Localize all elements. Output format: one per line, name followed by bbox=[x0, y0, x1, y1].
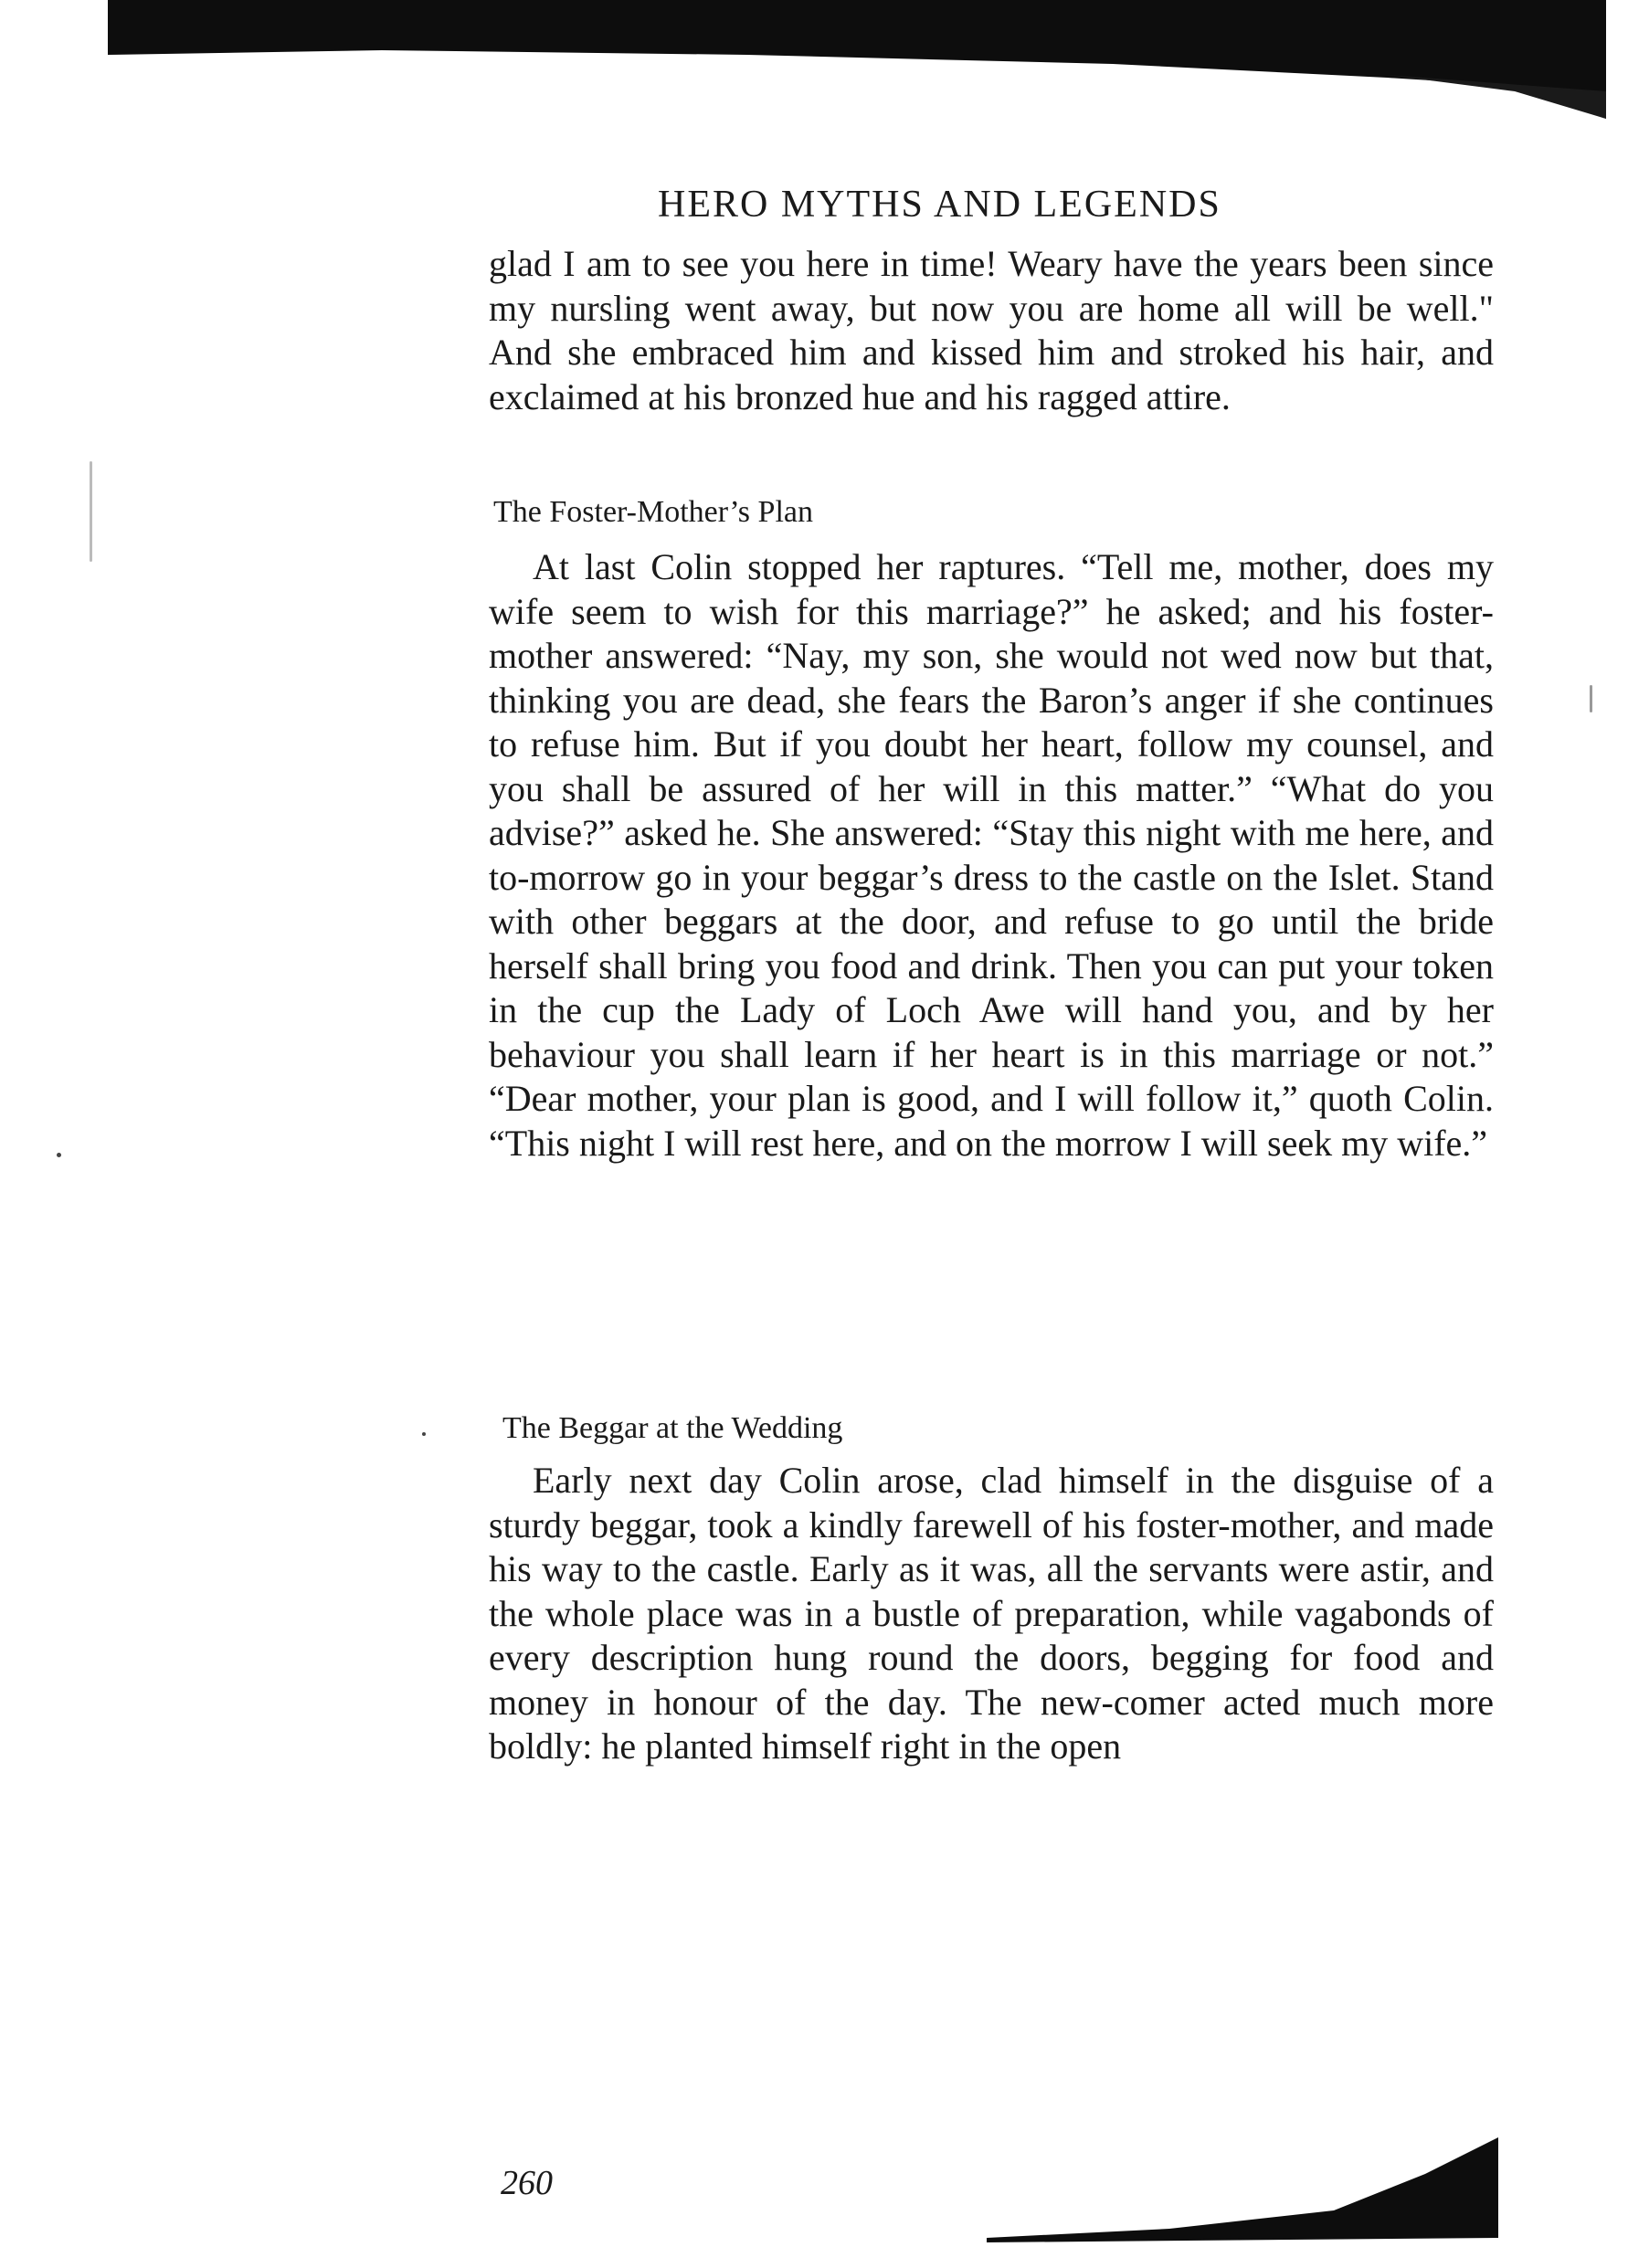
text-block-1 bbox=[489, 242, 1494, 419]
scan-speck bbox=[1590, 685, 1592, 712]
section-heading-beggar-at-the-wedding: The Beggar at the Wedding bbox=[502, 1411, 843, 1445]
scan-shadow-bottom bbox=[987, 2137, 1498, 2268]
scan-speck bbox=[90, 461, 92, 562]
scan-speck bbox=[422, 1432, 426, 1436]
section-heading-foster-mothers-plan: The Foster-Mother’s Plan bbox=[493, 495, 813, 529]
paragraph-1: glad I am to see you here in time! Weary have the years been since my nursling went away, but now you are home all will be well." And she embraced him and kissed him and stroked his hair, and exclaimed at his bronzed hue and his ragged attire. bbox=[489, 243, 1494, 417]
page-number: 260 bbox=[501, 2164, 553, 2202]
scan-shadow-top bbox=[108, 0, 1606, 123]
text-block-2 bbox=[489, 545, 1494, 1166]
text-block-3 bbox=[489, 1459, 1494, 1769]
paragraph-3: Early next day Colin arose, clad himself in the disguise of a sturdy beggar, took a kindly farewell of his foster-mother, and made his way to the castle. Early as it was, all the servants were astir, and the whole place was in a bustle of preparation, while vagabonds of every description hung round the doors, begging for food and money in honour of the day. The new-comer acted much more boldly: he planted himself right in the open bbox=[489, 1460, 1494, 1767]
paragraph-2: At last Colin stopped her raptures. “Tell me, mother, does my wife seem to wish for this marriage?” he asked; and his foster-mother answered: “Nay, my son, she would not wed now but that, thinking you are dead, she fears the Baron’s anger if she continues to refuse him. But if you doubt her heart, follow my counsel, and you shall be assured of her will in this matter.” “What do you advise?” asked he. She answered: “Stay this night with me here, and to-morrow go in your beggar’s dress to the castle on the Islet. Stand with other beggars at the door, and refuse to go until the bride herself shall bring you food and drink. Then you can put your token in the cup the Lady of Loch Awe will hand you, and by her behaviour you shall learn if her heart is in this marriage or not.” “Dear mother, your plan is good, and I will follow it,” quoth Colin. “This night I will rest here, and on the morrow I will seek my wife.” bbox=[489, 546, 1494, 1164]
scan-speck bbox=[57, 1153, 61, 1157]
running-head: HERO MYTHS AND LEGENDS bbox=[658, 184, 1221, 226]
